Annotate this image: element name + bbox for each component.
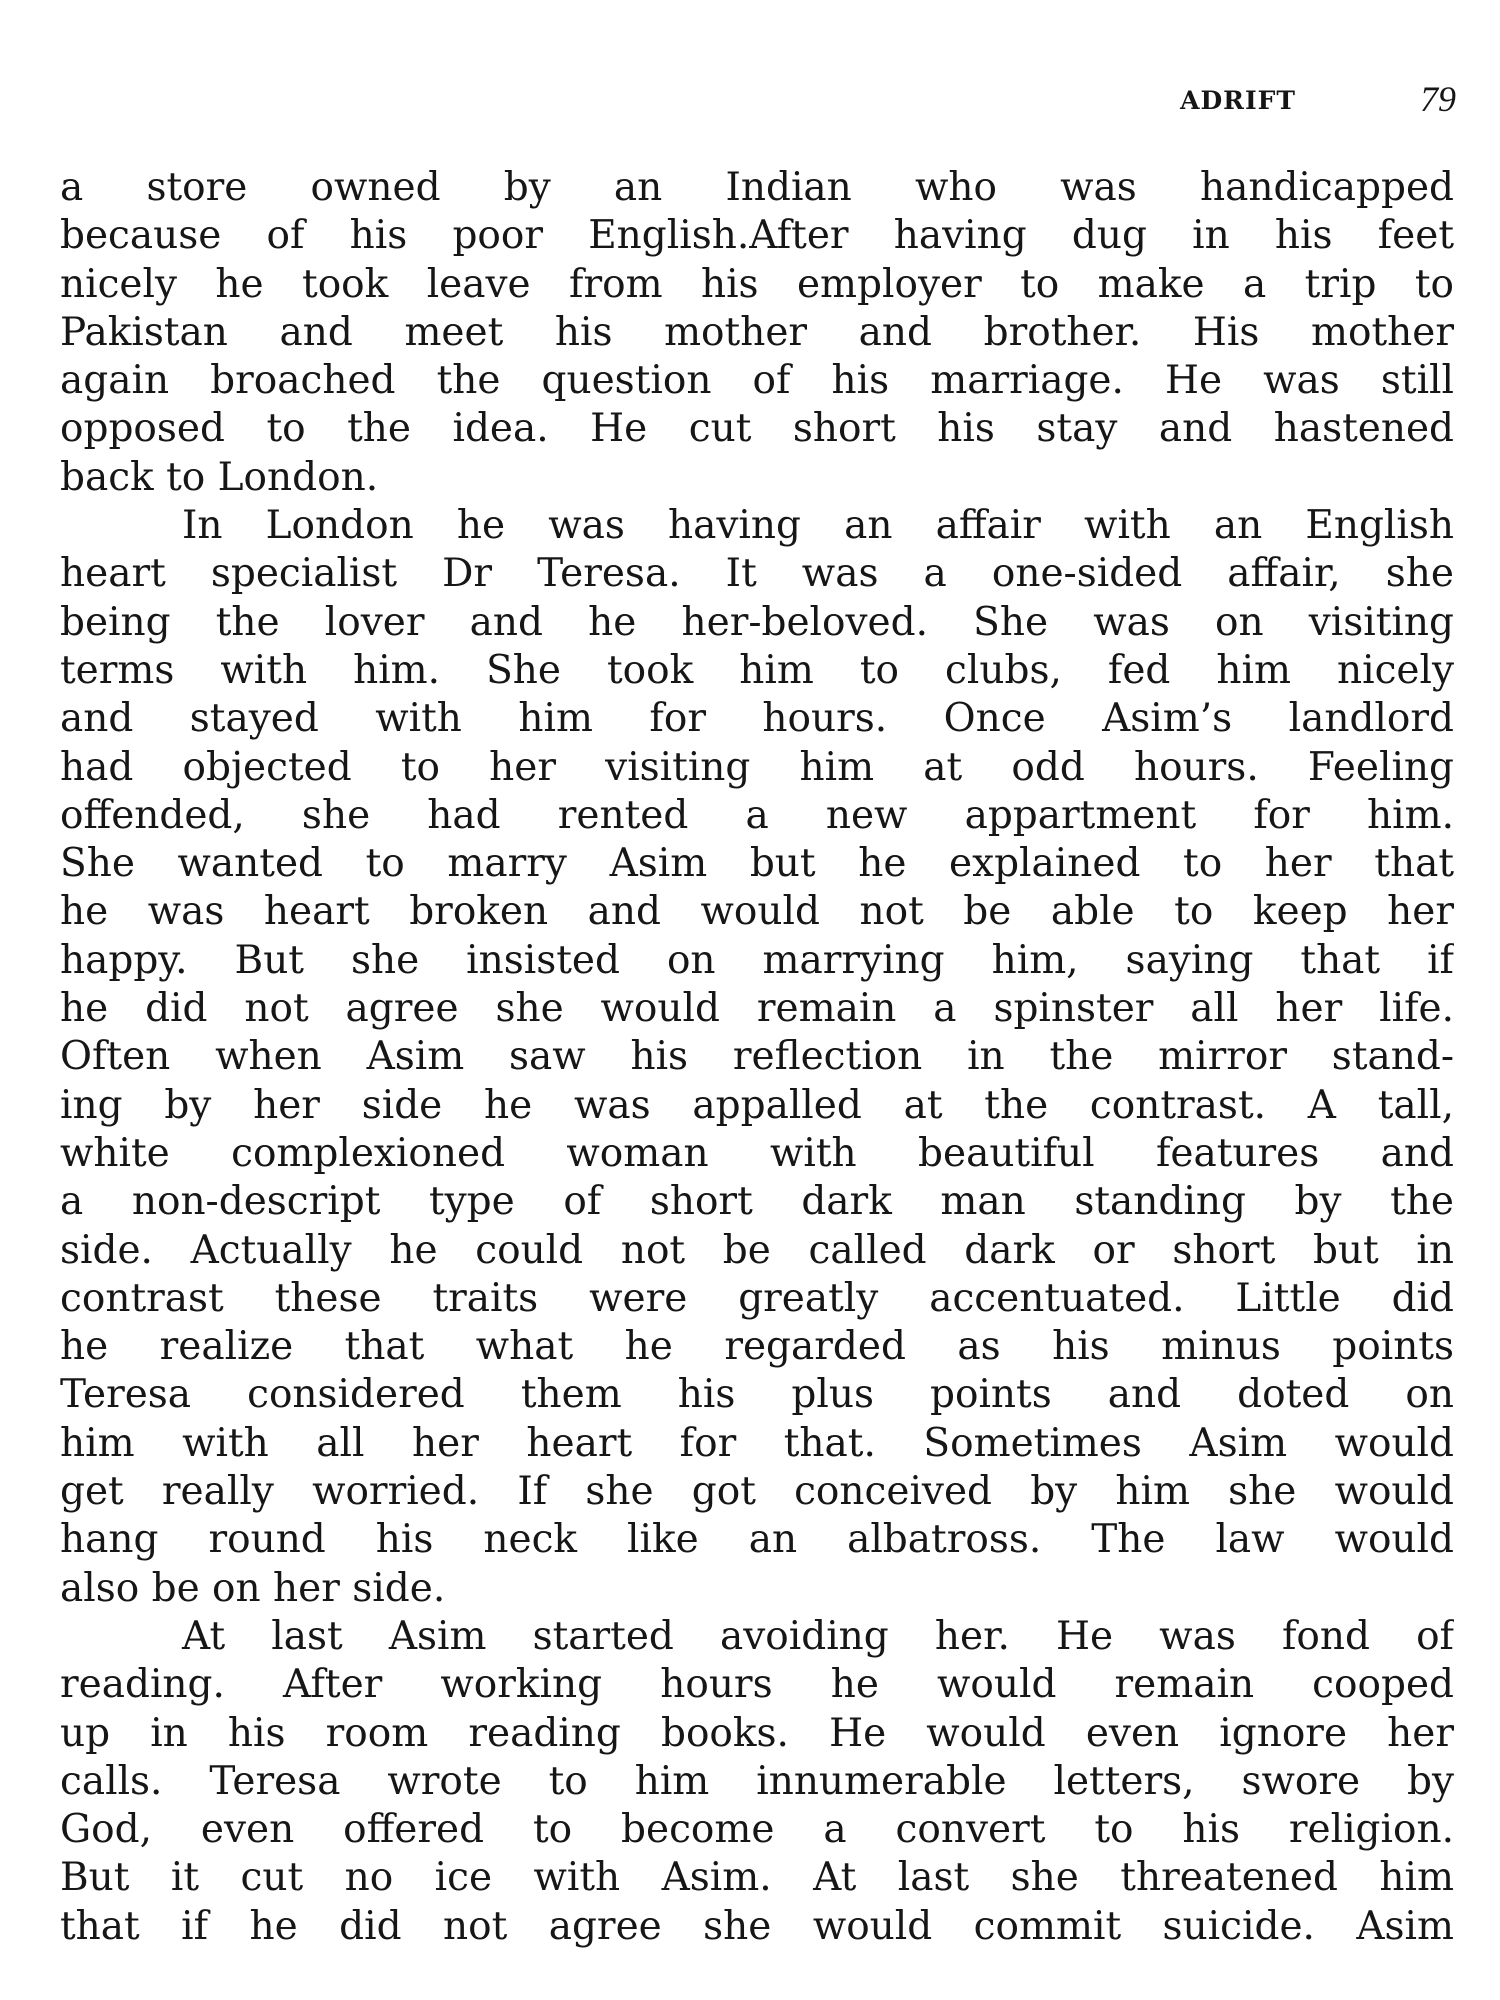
text-line: because of his poor English.After having dug in his feet xyxy=(60,213,1454,259)
text-line: happy. But she insisted on marrying him, saying that if xyxy=(60,937,1454,983)
text-line: a store owned by an Indian who was handicapped xyxy=(60,165,1454,210)
text-line: contrast these traits were greatly accentuated. Little did xyxy=(60,1275,1454,1321)
text-line: also be on her side. xyxy=(60,1565,446,1611)
text-line: heart specialist Dr Teresa. It was a one-sided affair, she xyxy=(60,551,1454,597)
text-line: ing by her side he was appalled at the contrast. A tall, xyxy=(60,1082,1454,1128)
text-line: a non-descript type of short dark man standing by the xyxy=(60,1179,1454,1225)
text-line: up in his room reading books. He would even ignore her xyxy=(60,1710,1454,1756)
text-line: She wanted to marry Asim but he explained to her that xyxy=(60,841,1454,887)
text-line: and stayed with him for hours. Once Asim’s landlord xyxy=(60,696,1454,742)
text-line: offended, she had rented a new appartment for him. xyxy=(60,792,1454,838)
text-line: again broached the question of his marriage. He was still xyxy=(60,358,1454,404)
text-line: calls. Teresa wrote to him innumerable letters, swore by xyxy=(60,1758,1454,1804)
text-line: terms with him. She took him to clubs, fed him nicely xyxy=(60,647,1454,693)
text-line: white complexioned woman with beautiful features and xyxy=(60,1130,1454,1176)
text-line: that if he did not agree she would commit suicide. Asim xyxy=(60,1903,1454,1949)
text-line: In London he was having an affair with an English xyxy=(182,503,1454,549)
page-number: 79 xyxy=(1420,79,1456,119)
text-line: side. Actually he could not be called dark or short but in xyxy=(60,1227,1454,1273)
text-line: But it cut no ice with Asim. At last she threatened him xyxy=(60,1855,1454,1901)
text-line: At last Asim started avoiding her. He was fond of xyxy=(182,1613,1454,1659)
text-line: get really worried. If she got conceived by him she would xyxy=(60,1469,1454,1515)
running-title: ADRIFT xyxy=(1180,86,1296,115)
text-line: had objected to her visiting him at odd hours. Feeling xyxy=(60,744,1454,790)
text-line: Pakistan and meet his mother and brother. His mother xyxy=(60,309,1454,355)
text-line: God, even offered to become a convert to his religion. xyxy=(60,1807,1454,1853)
text-line: reading. After working hours he would remain cooped xyxy=(60,1662,1454,1708)
text-line: being the lover and he her-beloved. She was on visiting xyxy=(60,599,1454,645)
text-line: Teresa considered them his plus points and doted on xyxy=(60,1372,1454,1418)
text-line: Often when Asim saw his reflection in the mirror stand- xyxy=(60,1034,1454,1080)
text-line: him with all her heart for that. Sometimes Asim would xyxy=(60,1420,1454,1466)
text-line: opposed to the idea. He cut short his stay and hastened xyxy=(60,406,1454,452)
text-line: he was heart broken and would not be able to keep her xyxy=(60,889,1454,935)
body-text xyxy=(60,164,1454,1951)
running-header xyxy=(896,78,1456,126)
text-line: he did not agree she would remain a spinster all her life. xyxy=(60,986,1454,1032)
text-line: nicely he took leave from his employer to make a trip to xyxy=(60,261,1454,307)
text-line: back to London. xyxy=(60,454,379,500)
text-line: he realize that what he regarded as his minus points xyxy=(60,1324,1454,1370)
text-line: hang round his neck like an albatross. The law would xyxy=(60,1517,1454,1563)
